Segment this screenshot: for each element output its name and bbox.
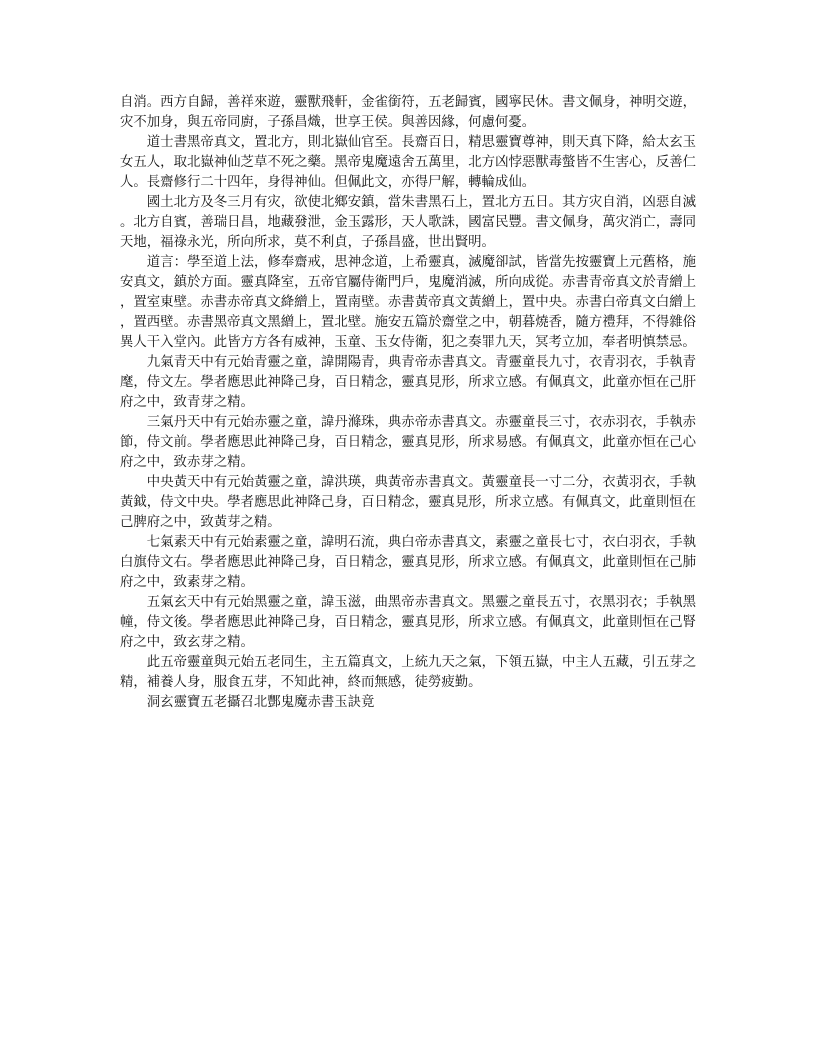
- paragraph-continuation: 自消。西方自歸，善祥來遊，靈獸飛軒，金雀銜符，五老歸賓，國寧民休。書文佩身，神明交遊，灾不加身，與五帝同廚，子孫昌熾，世享王侯。與善因緣，何慮何憂。: [120, 95, 696, 130]
- paragraph-red-child: 三氣丹天中有元始赤靈之童，諱丹滌珠，典赤帝赤書真文。赤靈童長三寸，衣赤羽衣，手執赤節，侍文前。學者應思此神降己身，百日精念，靈真見形，所求易感。有佩真文，此童亦恒在己心府之中，致赤芽之精。: [120, 415, 696, 470]
- paragraph-five-emperor-children: 此五帝靈童與元始五老同生，主五篇真文，上統九天之氣，下領五嶽，中主人五藏，引五芽之精，補養人身，服食五芽，不知此神，終而無感，徒勞疲勤。: [120, 655, 696, 690]
- paragraph-black-child: 五氣玄天中有元始黑靈之童，諱玉滋，曲黑帝赤書真文。黑靈之童長五寸，衣黑羽衣；手執黑幢，侍文後。學者應思此神降己身，百日精念，靈真見形，所求立感。有佩真文，此童則恒在己腎府之中，致玄芽之精。: [120, 595, 696, 650]
- paragraph-black-emperor-text: 道士書黑帝真文，置北方，則北嶽仙官至。長齋百日，精思靈寶尊神，則天真下降，給太玄玉女五人，取北嶽神仙芝草不死之藥。黑帝鬼魔遠舍五萬里，北方凶悖惡獸毒螫皆不生害心，反善仁人。長齋修行二十四年，身得神仙。但佩此文，亦得尸解，轉輪成仙。: [120, 135, 696, 190]
- paragraph-blue-child: 九氣青天中有元始青靈之童，諱開陽青，典青帝赤書真文。青靈童長九寸，衣青羽衣，手執青麾，侍文左。學者應思此神降己身，百日精念，靈真見形，所求立感。有佩真文，此童亦恒在己肝府之中，致青芽之精。: [120, 355, 696, 410]
- paragraph-white-child: 七氣素天中有元始素靈之童，諱明石流，典白帝赤書真文，素靈之童長七寸，衣白羽衣，手執白旗侍文右。學者應思此神降己身，百日精念，靈真見形，所求立感。有佩真文，此童則恒在己肺府之中，致素芽之精。: [120, 535, 696, 590]
- closing-title: 洞玄靈寶五老攝召北酆鬼魔赤書玉訣竟: [146, 695, 375, 710]
- paragraph-yellow-child: 中央黃天中有元始黃靈之童，諱洪瑛，典黃帝赤書真文。黃靈童長一寸二分，衣黃羽衣，手執黃鉞，侍文中央。學者應思此神降己身，百日精念，靈真見形，所求立感。有佩真文，此童則恒在己脾府之中，致黃芽之精。: [120, 475, 696, 530]
- document-body: [120, 93, 696, 713]
- paragraph-dao-says: 道言：學至道上法，修奉齋戒，思神念道，上希靈真，滅魔卻試，皆當先按靈寶上元舊格，施安真文，鎮於方面。靈真降室，五帝官屬侍衛門戶，鬼魔消滅，所向成從。赤書青帝真文於青繒上，置室東壁。赤書赤帝真文絳繒上，置南壁。赤書黃帝真文黃繒上，置中央。赤書白帝真文白繒上，置西壁。赤書黑帝真文黑繒上，置北壁。施安五篇於齋堂之中，朝暮燒香，隨方禮拜，不得雜俗異人干入堂內。此皆方方各有威神，玉童、玉女侍衛，犯之奏罪九天，冥考立加，奉者明慎禁忌。: [120, 255, 696, 350]
- paragraph-northern-calamity: 國土北方及冬三月有灾，欲使北鄉安鎮，當朱書黑石上，置北方五日。其方灾自消，凶惡自滅。北方自賓，善瑞日昌，地藏發泄，金玉露形，天人歌誅，國富民豐。書文佩身，萬灾消亡，壽同天地，福祿永光，所向所求，莫不利貞，子孫昌盛，世出賢明。: [120, 195, 696, 250]
